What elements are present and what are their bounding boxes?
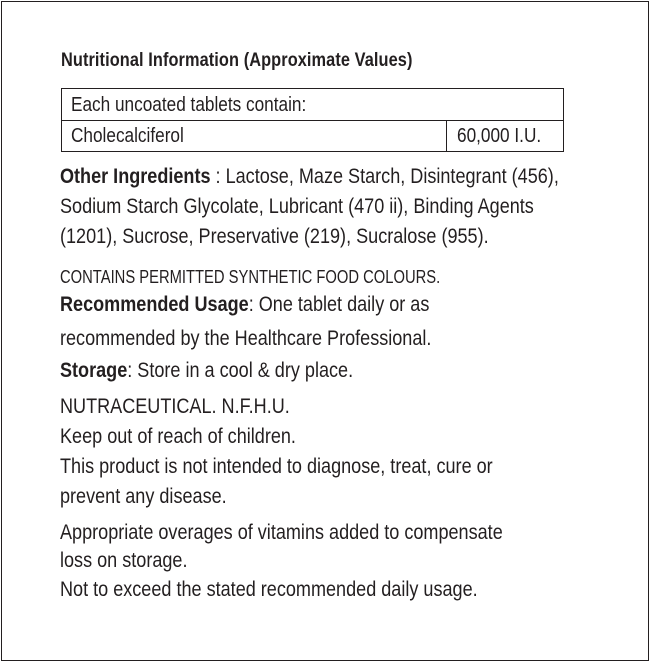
dosage-limit: Not to exceed the stated recommended daily usage. (60, 578, 478, 601)
storage-label: Storage (60, 359, 128, 382)
table-row (62, 121, 563, 152)
other-ingredients-line-1 (60, 162, 559, 192)
section-title: Nutritional Information (Approximate Values) (61, 50, 413, 71)
recommended-usage-text: : One tablet daily or as (248, 293, 430, 316)
colours-notice: CONTAINS PERMITTED SYNTHETIC FOOD COLOURS. (60, 267, 441, 287)
nutrient-value: 60,000 I.U. (457, 125, 542, 147)
nutrition-table (61, 88, 564, 152)
other-ingredients-line-3: (1201), Sucrose, Preservative (219), Sucralose (955). (60, 225, 489, 248)
overages-line-2: loss on storage. (60, 549, 188, 572)
disclaimer-line-2: prevent any disease. (60, 485, 227, 508)
category-line: NUTRACEUTICAL. N.F.H.U. (60, 395, 290, 418)
recommended-usage-line-1 (60, 290, 429, 320)
nutrition-table-header: Each uncoated tablets contain: (71, 94, 307, 116)
other-ingredients-label: Other Ingredients (60, 165, 211, 188)
disclaimer-line-1: This product is not intended to diagnose, treat, cure or (60, 455, 493, 478)
nutrition-table-header-row (62, 89, 563, 121)
nutrient-name: Cholecalciferol (71, 125, 184, 147)
children-warning: Keep out of reach of children. (60, 425, 296, 448)
overages-line-1: Appropriate overages of vitamins added to compensate (60, 521, 503, 544)
recommended-usage-label: Recommended Usage (60, 293, 249, 316)
column-divider (446, 121, 447, 152)
storage-line (60, 356, 353, 386)
other-ingredients-line-2: Sodium Starch Glycolate, Lubricant (470 ii), Binding Agents (60, 195, 534, 218)
other-ingredients-text-1: : Lactose, Maze Starch, Disintegrant (456), (210, 165, 559, 188)
storage-text: : Store in a cool & dry place. (127, 359, 354, 382)
recommended-usage-line-2: recommended by the Healthcare Professional. (60, 327, 432, 350)
